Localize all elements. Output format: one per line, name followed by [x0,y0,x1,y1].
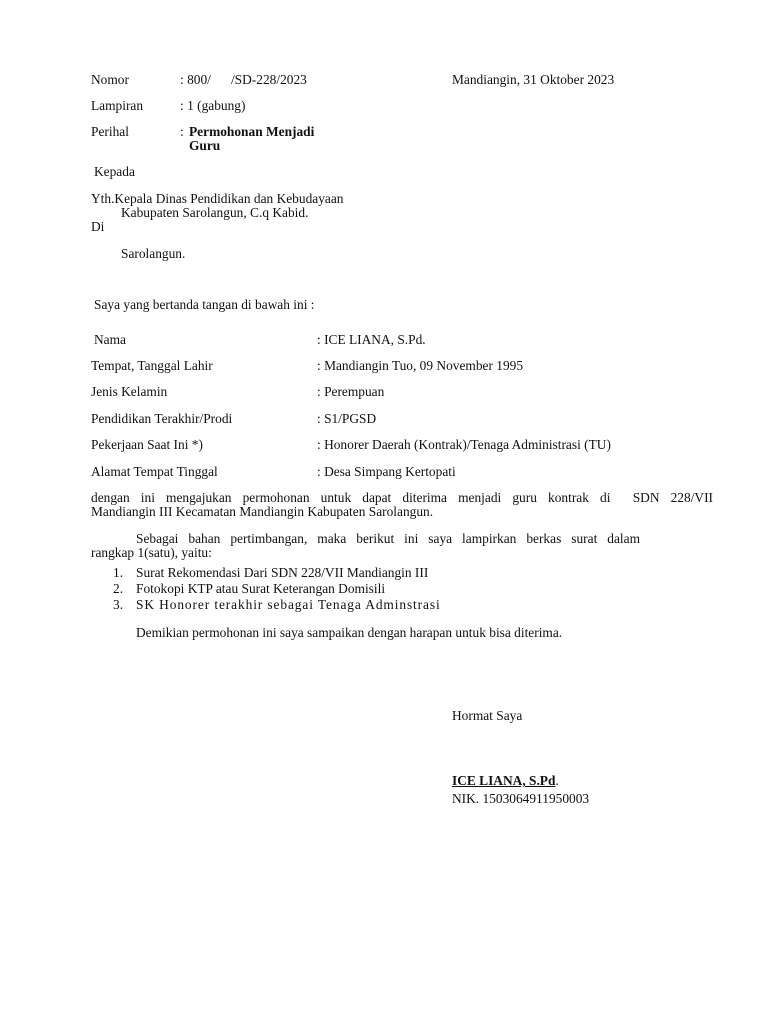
perihal-value-line1: Permohonan Menjadi [189,124,315,139]
request-line1: dengan ini mengajukan permohonan untuk dapat diterima menjadi guru kontrak di SDN 228/VII [91,490,713,505]
lampiran-value: : 1 (gabung) [180,98,246,113]
recipient-line2: Kabupaten Sarolangun, C.q Kabid. [121,205,309,220]
perihal-value-line2: Guru [189,138,221,153]
field-label-address: Alamat Tempat Tinggal [91,464,218,479]
consider-line2: rangkap 1(satu), yaitu: [91,545,212,560]
attachment-item: Fotokopi KTP atau Surat Keterangan Domisili [136,581,386,596]
perihal-colon: : [180,124,184,139]
field-value-address: : Desa Simpang Kertopati [317,464,456,479]
attachment-number: 2. [113,581,124,596]
field-value-nama: : ICE LIANA, S.Pd. [317,332,426,347]
perihal-label: Perihal [91,124,129,139]
signature-name-line [452,773,559,788]
signature-greeting: Hormat Saya [452,708,523,723]
field-value-education: : S1/PGSD [317,411,377,426]
attachment-number: 3. [113,597,124,612]
field-value-job: : Honorer Daerah (Kontrak)/Tenaga Administrasi (TU) [317,437,611,452]
consider-line1: Sebagai bahan pertimbangan, maka berikut ini saya lampirkan berkas surat dalam [136,531,640,546]
closing-text: Demikian permohonan ini saya sampaikan dengan harapan untuk bisa diterima. [136,625,563,640]
intro-text: Saya yang bertanda tangan di bawah ini : [94,297,315,312]
field-label-gender: Jenis Kelamin [91,384,168,399]
signature-nik: NIK. 1503064911950003 [452,791,590,806]
recipient-city: Sarolangun. [121,246,186,261]
attachment-item: SK Honorer terakhir sebagai Tenaga Adminstrasi [136,597,441,612]
recipient-line1: Yth.Kepala Dinas Pendidikan dan Kebudayaan [91,191,344,206]
recipient-di: Di [91,219,105,234]
attachment-number: 1. [113,565,124,580]
field-label-job: Pekerjaan Saat Ini *) [91,437,203,452]
field-label-education: Pendidikan Terakhir/Prodi [91,411,233,426]
signature-name: ICE LIANA, S.Pd [452,773,556,788]
nomor-label: Nomor [91,72,129,87]
lampiran-label: Lampiran [91,98,144,113]
kepada-label: Kepada [94,164,135,179]
signature-name-suffix: . [555,773,559,788]
field-value-gender: : Perempuan [317,384,385,399]
attachment-item: Surat Rekomendasi Dari SDN 228/VII Mandiangin III [136,565,429,580]
nomor-value: : 800/ /SD-228/2023 [180,72,307,87]
field-label-nama: Nama [94,332,126,347]
request-line2: Mandiangin III Kecamatan Mandiangin Kabupaten Sarolangun. [91,504,434,519]
place-date: Mandiangin, 31 Oktober 2023 [452,72,615,87]
field-value-ttl: : Mandiangin Tuo, 09 November 1995 [317,358,524,373]
field-label-ttl: Tempat, Tanggal Lahir [91,358,213,373]
